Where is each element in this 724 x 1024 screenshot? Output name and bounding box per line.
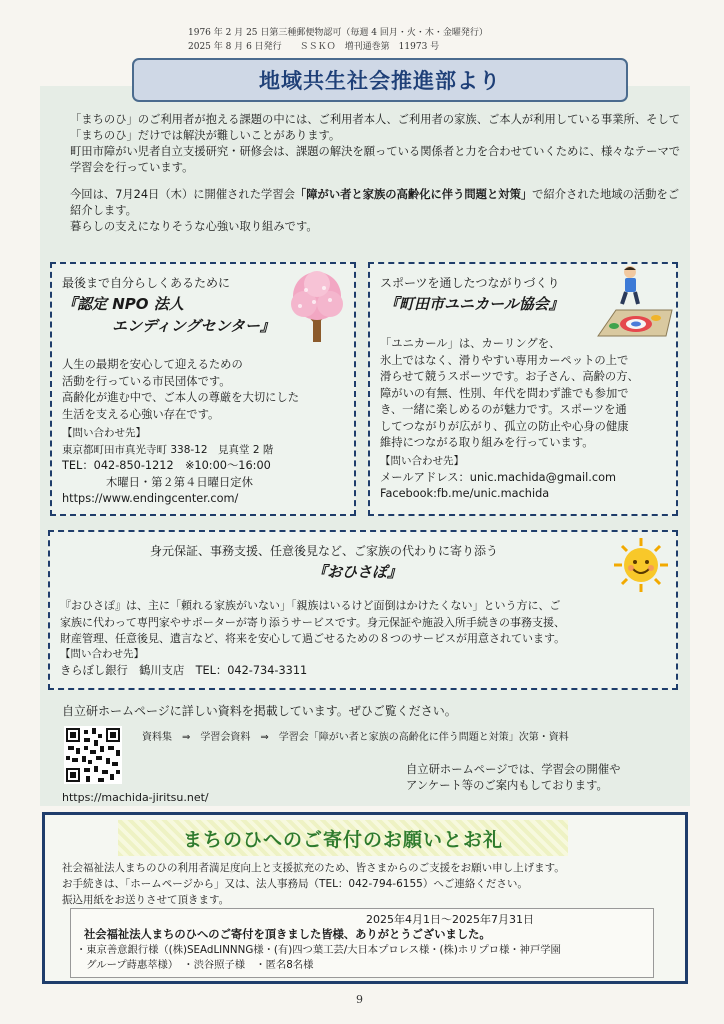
unicurl-mail[interactable]: メールアドレス：unic.machida@gmail.com bbox=[380, 470, 616, 484]
title-banner bbox=[132, 58, 628, 102]
unicurl-facebook[interactable]: Facebook:fb.me/unic.machida bbox=[380, 487, 550, 500]
qr-code-icon[interactable] bbox=[64, 726, 122, 784]
donation-text: 社会福祉法人まちのひの利用者満足度向上と支援拡充のため、皆さまからのご支援をお願い申し上げます。 お手続きは、「ホームページから」又は、法人事務局（TEL：042-794-6155）へご連絡ください。 振込用紙をお送りさせて頂きます。 bbox=[62, 862, 565, 906]
unicurl-player-icon bbox=[592, 264, 674, 344]
header-line-1: 1976 年 2 月 25 日第三種郵便物認可（毎週 4 回月・火・木・金曜発行） bbox=[188, 28, 488, 38]
ending-center-url[interactable]: https://www.endingcenter.com/ bbox=[62, 492, 239, 505]
ending-center-lead: 最後まで自分らしくあるために bbox=[62, 276, 231, 290]
intro-paragraph-2: 今回は、7月24日（木）に開催された学習会「障がい者と家族の高齢化に伴う問題と対策」で紹介された地域の活動をご紹介します。 暮らしの支えになりそうな心強い取り組みです。 bbox=[70, 188, 680, 233]
ohisapo-contact: 【問い合わせ先】 きらぼし銀行 鶴川支店 TEL：042-734-3311 bbox=[60, 648, 308, 677]
ending-center-contact: 【問い合わせ先】 東京都町田市真光寺町 338-12 見真堂 2 階 TEL：042-850-1212 ※10:00～16:00 木曜日・第２第４日曜日定休 https://www.endingcenter.com/ bbox=[62, 425, 273, 508]
ohisapo-lead: 身元保証、事務支援、任意後見など、ご家族の代わりに寄り添う bbox=[150, 544, 499, 558]
ohisapo-box bbox=[48, 530, 678, 690]
resources-note: 自立研ホームページでは、学習会の開催や アンケート等のご案内もしております。 bbox=[406, 763, 621, 792]
ending-center-name-2: エンディングセンター』 bbox=[112, 317, 275, 335]
ohisapo-description: 『おひさぽ』は、主に「頼れる家族がいない」「親族はいるけど面倒はかけたくない」という方に、ご 家族に代わって専門家やサポーターが寄り添うサービスです。身元保証や施設入所手続きの事務支援、 財産管理、任意後見、遺言など、将来を安心して過ごせるための８つのサービスが用意されています。 bbox=[60, 599, 566, 645]
page-number: 9 bbox=[356, 993, 363, 1006]
ending-center-box bbox=[50, 262, 356, 516]
header-line-2: 2025 年 8 月 6 日発行 ＳＳＫＯ 増刊通巻第 11973 号 bbox=[188, 42, 440, 52]
intro-paragraph-1: 「まちのひ」のご利用者が抱える課題の中には、ご利用者本人、ご利用者の家族、ご本人が利用している事業所、そして「まちのひ」だけでは解決が難しいことがあります。 町田市障がい児者自立支援研究・研修会は、課題の解決を願っている関係者と力を合わせていくために、様々なテーマで学習会を行っています。 bbox=[70, 113, 681, 174]
resources-lead: 自立研ホームページに詳しい資料を掲載しています。ぜひご覧ください。 bbox=[62, 704, 457, 718]
unicurl-description: 「ユニカール」は、カーリングを、 氷上ではなく、滑りやすい専用カーペットの上で 滑らせて競うスポーツです。お子さん、高齢の方、 障がいの有無、性別、年代を問わず誰でも参加で き、一緒に楽しめるのが魅力です。スポーツを通 してつながりが広がり、孤立の防止や心身の健康 維持につながる取り組みを行っています。 bbox=[380, 337, 639, 449]
unicurl-box bbox=[368, 262, 678, 516]
resource-path: 資料集 ⇒ 学習会資料 ⇒ 学習会「障がい者と家族の高齢化に伴う問題と対策」次第・資料 bbox=[142, 732, 569, 743]
thanks-title: 社会福祉法人まちのひへのご寄付を頂きました皆様、ありがとうございました。 bbox=[84, 928, 491, 941]
publication-header bbox=[188, 26, 488, 54]
donor-list: ・東京善意銀行様（(株)SEAdLINNNG様・(有)四つ葉工芸/大日本プロレス様・(株)ホリプロ様・神戸学園 グループ蒔惠萃様） ・渋谷照子様 ・匿名8名様 bbox=[76, 944, 561, 971]
ending-center-description: 人生の最期を安心して迎えるための 活動を行っている市民団体です。 高齢化が進む中で、ご本人の尊厳を大切にした 生活を支える心強い存在です。 bbox=[62, 358, 300, 421]
donation-title-banner bbox=[118, 820, 568, 856]
ending-center-name-1: 『認定 NPO 法人 bbox=[62, 295, 184, 313]
thanks-period: 2025年4月1日～2025年7月31日 bbox=[366, 913, 534, 926]
unicurl-name: 『町田市ユニカール協会』 bbox=[384, 295, 564, 313]
jiritsu-url[interactable]: https://machida-jiritsu.net/ bbox=[62, 791, 209, 804]
unicurl-lead: スポーツを通したつながりづくり bbox=[380, 276, 560, 290]
page-title: 地域共生社会推進部より bbox=[259, 69, 501, 93]
donation-title: まちのひへのご寄付のお願いとお礼 bbox=[182, 828, 503, 851]
unicurl-contact: 【問い合わせ先】 メールアドレス：unic.machida@gmail.com Facebook:fb.me/unic.machida bbox=[380, 453, 616, 503]
intro-section bbox=[70, 112, 682, 246]
ohisapo-name: 『おひさぽ』 bbox=[312, 563, 403, 581]
sun-icon bbox=[612, 536, 670, 594]
cherry-tree-icon bbox=[286, 270, 348, 344]
